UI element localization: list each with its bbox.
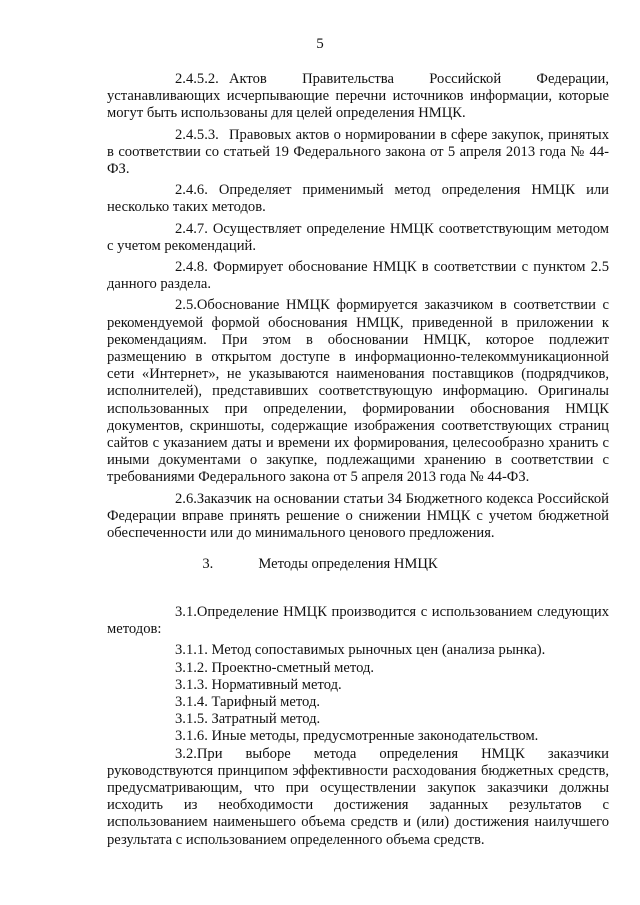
- document-body: [107, 71, 609, 546]
- clause-text: Тарифный метод.: [211, 694, 321, 711]
- paragraph-2-4-7: [107, 221, 609, 255]
- clause-number: 3.1.6.: [175, 728, 208, 745]
- clause-text: Правовых актов о нормировании в сфере закупок, принятых в соответствии со статьей 19 Федерального закона от 5 апреля 2013 года № 44-ФЗ.: [107, 126, 609, 178]
- clause-number: 3.1.: [175, 604, 197, 620]
- page-number: 5: [316, 36, 324, 52]
- paragraph-3-1-6: [107, 728, 609, 745]
- clause-number: 2.4.5.3.: [175, 126, 219, 143]
- paragraph-3-1-1: [107, 642, 609, 659]
- clause-text: Обоснование НМЦК формируется заказчиком в соответствии с рекомендуемой формой обоснования НМЦК, приведенной в приложении к рекомендациям. При этом в обосновании НМЦК, которое подлежит размещению в открытом доступе в информационно-телекоммуникационной сети «Интернет», не указываются наименования поставщиков (подрядчиков, исполнителей), представивших соответствующую информацию. Оригиналы использованных при определении, формировании обоснования НМЦК документов, скриншоты, содержащие изображения соответствующих страниц сайтов с указанием даты и времени их формирования, целесообразно хранить с иными документами о закупке, подлежащими хранению в соответствии с требованиями Федерального закона от 5 апреля 2013 года № 44-ФЗ.: [107, 297, 609, 486]
- clause-text: Актов Правительства Российской Федерации, устанавливающих исчерпывающие перечни источников информации, которые могут быть использованы для целей определения НМЦК.: [107, 71, 609, 122]
- paragraph-2-4-8: [107, 259, 609, 293]
- clause-text: Нормативный метод.: [211, 676, 342, 693]
- clause-text: При выборе метода определения НМЦК заказчики руководствуются принципом эффективности расходования бюджетных средств, предусматривающим, что при осуществлении закупок заказчики должны исходить из необходимости достижения заданных результатов с использованием наименьшего объема средств и (или) достижения наилучшего результата с использованием определенного объема средств.: [107, 745, 609, 848]
- clause-text: Осуществляет определение НМЦК соответствующим методом с учетом рекомендаций.: [107, 220, 609, 254]
- clause-number: 2.4.5.2.: [175, 71, 219, 87]
- clause-number: 3.1.4.: [175, 694, 208, 711]
- clause-number: 2.4.8.: [175, 259, 208, 276]
- paragraph-3-1-5: [107, 711, 609, 728]
- paragraph-2-6: [107, 491, 609, 543]
- paragraph-3-1: [107, 604, 609, 638]
- clause-text: Определение НМЦК производится с использованием следующих методов:: [107, 604, 609, 638]
- clause-text: Затратный метод.: [211, 711, 321, 728]
- clause-number: 2.4.7.: [175, 220, 208, 237]
- clause-number: 3.1.3.: [175, 676, 208, 693]
- clause-text: Проектно-сметный метод.: [211, 659, 375, 676]
- clause-text: Заказчик на основании статьи 34 Бюджетного кодекса Российской Федерации вправе принять решение о снижении НМЦК с учетом бюджетной обеспеченности или до минимального ценового предложения.: [107, 490, 609, 542]
- clause-number: 3.1.2.: [175, 659, 208, 676]
- paragraph-3-2: [107, 746, 609, 849]
- clause-number: 2.5.: [175, 297, 197, 314]
- clause-number: 3.1.1.: [175, 642, 208, 659]
- paragraph-2-4-5-2: [107, 71, 609, 123]
- section-heading: [0, 556, 640, 573]
- clause-number: 2.6.: [175, 490, 197, 507]
- paragraph-2-4-5-3: [107, 127, 609, 179]
- paragraph-2-4-6: [107, 182, 609, 216]
- clause-text: Определяет применимый метод определения НМЦК или несколько таких методов.: [107, 182, 609, 216]
- section-number: 3.: [202, 556, 214, 572]
- section-title: Методы определения НМЦК: [258, 556, 438, 572]
- paragraph-3-1-4: [107, 694, 609, 711]
- clause-text: Метод сопоставимых рыночных цен (анализа рынка).: [211, 642, 546, 659]
- clause-text: Иные методы, предусмотренные законодательством.: [211, 728, 539, 745]
- clause-number: 3.1.5.: [175, 711, 208, 728]
- paragraph-2-5: [107, 297, 609, 486]
- clause-text: Формирует обоснование НМЦК в соответствии с пунктом 2.5 данного раздела.: [107, 259, 610, 293]
- clause-number: 3.2.: [175, 745, 197, 762]
- paragraph-3-1-3: [107, 677, 609, 694]
- clause-number: 2.4.6.: [175, 182, 208, 199]
- paragraph-3-1-2: [107, 660, 609, 677]
- document-body-section-3: [107, 604, 609, 853]
